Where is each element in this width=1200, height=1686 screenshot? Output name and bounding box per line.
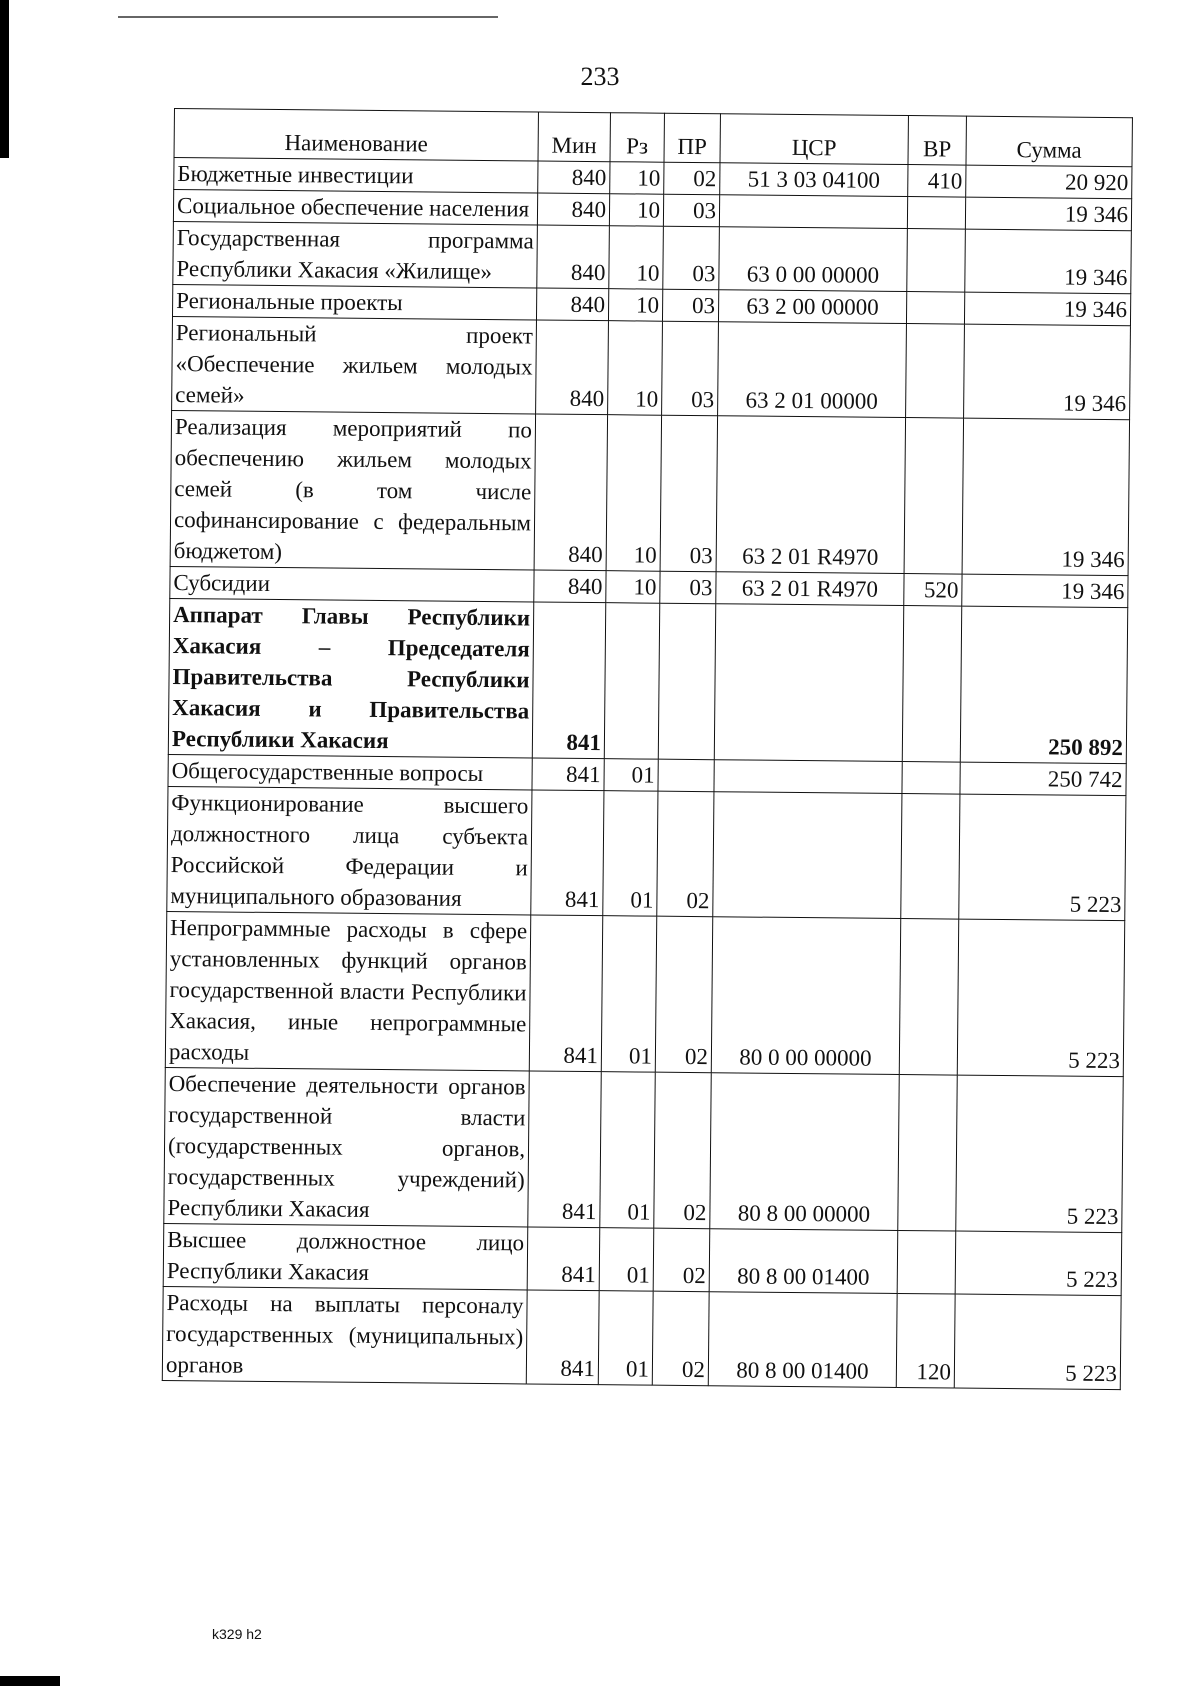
row-vr (906, 324, 965, 419)
row-rz (604, 603, 659, 760)
row-csr: 80 8 00 01400 (709, 1229, 898, 1294)
row-csr: 63 2 00 00000 (718, 290, 906, 324)
row-sum: 250 742 (960, 762, 1126, 796)
table-row (164, 1067, 1123, 1232)
table-row (172, 316, 1131, 419)
header-rz: Рз (610, 113, 664, 163)
header-name: Наименование (174, 109, 538, 161)
row-name: Высшее должностное лицо Республики Хакасия (163, 1223, 528, 1289)
table-row (173, 221, 1132, 293)
table-row (168, 598, 1127, 763)
row-pr: 02 (664, 162, 720, 195)
header-sum: Сумма (966, 116, 1132, 167)
row-pr: 02 (657, 791, 714, 917)
row-csr: 63 2 01 R4970 (716, 416, 905, 574)
row-csr: 63 2 01 00000 (718, 322, 907, 418)
row-rz: 10 (609, 226, 664, 290)
row-rz: 01 (603, 791, 658, 917)
row-vr (907, 229, 966, 293)
row-pr: 02 (653, 1228, 710, 1292)
page-number: 233 (580, 62, 620, 91)
row-name: Субсидии (170, 566, 534, 601)
row-pr: 03 (660, 571, 716, 604)
row-pr: 03 (663, 194, 719, 227)
row-pr: 03 (662, 321, 719, 416)
row-name: Непрограммные расходы в сфере установленных функций органов государственной власти Республики Хакасия, иные непрограммные расходы (165, 911, 530, 1070)
row-pr: 02 (652, 1291, 709, 1386)
row-pr: 03 (662, 289, 718, 322)
row-sum: 5 223 (957, 919, 1124, 1077)
row-pr (658, 603, 715, 760)
row-pr (658, 759, 714, 792)
row-vr: 520 (904, 574, 962, 607)
row-vr: 120 (896, 1293, 955, 1388)
row-rz: 01 (600, 1072, 655, 1229)
row-name: Реализация мероприятий по обеспечению жильем молодых семей (в том числе софинансирование с федеральным бюджетом) (170, 410, 535, 569)
row-sum: 5 223 (954, 1294, 1121, 1390)
row-name: Функционирование высшего должностного лица субъекта Российской Федерации и муниципального образования (167, 786, 532, 914)
row-sum: 19 346 (962, 574, 1128, 608)
row-sum: 19 346 (962, 418, 1129, 576)
row-sum: 19 346 (964, 324, 1131, 420)
row-min: 840 (534, 414, 607, 571)
table-header-row (174, 109, 1132, 167)
row-csr: 80 8 00 01400 (708, 1292, 897, 1388)
row-min: 840 (537, 193, 609, 226)
row-min: 841 (532, 758, 604, 791)
row-rz: 01 (599, 1228, 654, 1292)
row-min: 841 (529, 915, 602, 1072)
row-name: Общегосударственные вопросы (168, 754, 532, 789)
row-min: 840 (538, 161, 610, 194)
row-csr (714, 604, 903, 762)
row-name: Региональные проекты (172, 284, 536, 319)
row-name: Аппарат Главы Республики Хакасия – Председателя Правительства Республики Хакасия и Правительства Республики Хакасия (168, 598, 533, 757)
row-min: 840 (537, 225, 610, 289)
row-min: 840 (536, 288, 608, 321)
row-sum: 19 346 (964, 292, 1130, 326)
budget-table (162, 108, 1133, 1390)
row-min: 841 (528, 1071, 601, 1228)
row-sum: 250 892 (960, 606, 1127, 764)
table-row (170, 410, 1129, 575)
table-row (167, 786, 1126, 920)
row-min: 840 (534, 570, 606, 603)
row-pr: 03 (663, 226, 720, 290)
row-csr (714, 760, 902, 794)
row-sum: 19 346 (965, 197, 1131, 231)
row-name: Социальное обеспечение населения (173, 190, 537, 225)
table-row (163, 1223, 1122, 1295)
row-csr (719, 195, 907, 229)
row-min: 840 (536, 320, 609, 415)
row-vr (899, 919, 958, 1076)
row-rz: 10 (608, 289, 662, 322)
row-sum: 5 223 (955, 1231, 1122, 1296)
row-vr (897, 1230, 956, 1294)
row-vr (902, 606, 961, 763)
row-csr: 63 2 01 R4970 (716, 572, 904, 606)
row-pr: 02 (655, 916, 712, 1073)
row-vr (902, 762, 960, 795)
row-pr: 02 (654, 1072, 711, 1229)
row-name: Расходы на выплаты персоналу государственных (муниципальных) органов (162, 1286, 527, 1383)
header-vr: ВР (908, 116, 966, 166)
row-rz: 10 (610, 162, 664, 195)
row-min: 841 (532, 602, 605, 759)
row-rz: 10 (608, 321, 663, 416)
footer-code: k329 h2 (212, 1626, 262, 1642)
row-sum: 5 223 (959, 794, 1126, 921)
scan-edge-bottom (0, 1676, 60, 1686)
row-rz: 10 (606, 415, 661, 572)
row-vr (904, 418, 963, 575)
row-sum: 20 920 (966, 165, 1132, 199)
row-min: 841 (531, 790, 604, 916)
row-vr (898, 1075, 957, 1232)
row-pr: 03 (660, 415, 717, 572)
header-pr: ПР (664, 113, 720, 163)
table-row (162, 1286, 1121, 1389)
row-rz: 10 (606, 571, 660, 604)
row-name: Государственная программа Республики Хакасия «Жилище» (173, 221, 538, 287)
row-sum: 5 223 (956, 1075, 1123, 1233)
row-csr (713, 792, 902, 919)
row-rz: 01 (604, 759, 658, 792)
row-vr (906, 292, 964, 325)
header-min: Мин (538, 112, 610, 162)
row-name: Обеспечение деятельности органов государственной власти (государственных органов, государственных учреждений) Республики Хакасия (164, 1067, 529, 1226)
row-rz: 01 (598, 1291, 653, 1386)
row-csr: 51 3 03 04100 (720, 163, 908, 197)
row-rz: 01 (601, 916, 656, 1073)
row-name: Бюджетные инвестиции (174, 158, 538, 193)
row-csr: 63 0 00 00000 (719, 227, 908, 292)
row-min: 841 (527, 1227, 600, 1291)
row-vr (901, 794, 960, 920)
header-csr: ЦСР (720, 114, 908, 165)
row-min: 841 (526, 1290, 599, 1385)
row-vr (907, 197, 965, 230)
row-vr: 410 (908, 165, 966, 198)
table-row (165, 911, 1124, 1076)
row-name: Региональный проект «Обеспечение жильем молодых семей» (172, 316, 537, 413)
row-rz: 10 (609, 194, 663, 227)
row-csr: 80 8 00 00000 (710, 1073, 899, 1231)
scan-line-top (118, 16, 498, 18)
row-sum: 19 346 (965, 229, 1132, 294)
row-csr: 80 0 00 00000 (711, 917, 900, 1075)
